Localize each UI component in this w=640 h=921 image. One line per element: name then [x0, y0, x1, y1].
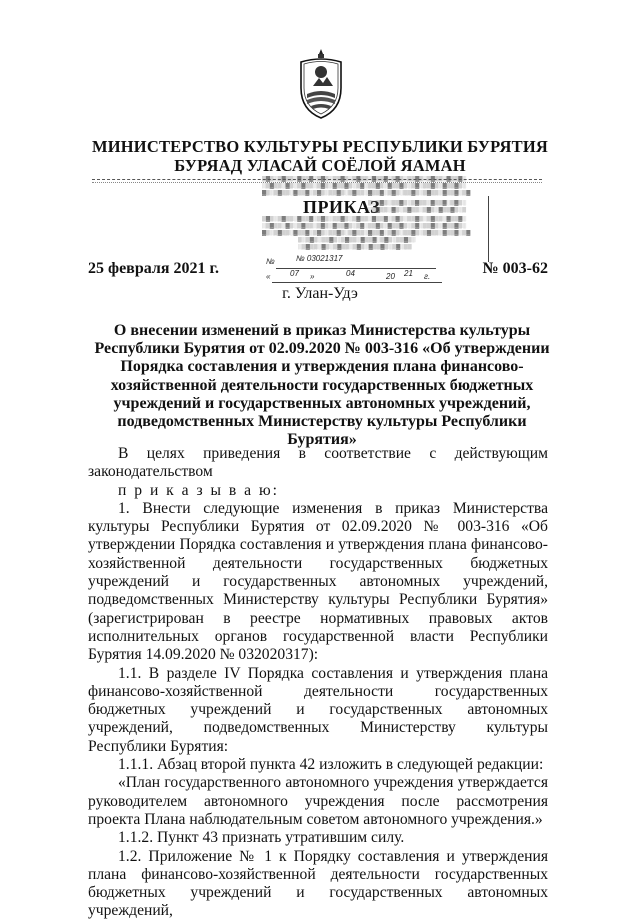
ministry-name-ru: МИНИСТЕРСТВО КУЛЬТУРЫ РЕСПУБЛИКИ БУРЯТИЯ	[91, 137, 549, 156]
paragraph-1-2: 1.2. Приложение № 1 к Порядку составления и утверждения плана финансово-хозяйственной деятельности государственных бюджетных учреждений и государственных автономных учреждений,	[88, 847, 548, 920]
paragraph-1-1: 1.1. В разделе IV Порядка составления и утверждения плана финансово-хозяйственной деятельности государственных бюджетных учреждений и государственных автономных учреждений, подведомственных Министерству культуры Республики Бурятия:	[88, 664, 548, 755]
coat-of-arms-icon	[295, 48, 347, 120]
stamp-registration-number: № 03021317	[296, 254, 343, 263]
order-word: п р и к а з ы в а ю:	[118, 481, 279, 499]
stamp-reg-year: 21	[404, 269, 413, 278]
quote-paragraph: «План государственного автономного учреждения утверждается руководителем автономного учреждения после рассмотрения проекта Плана наблюдательным советом автономного учреждения.»	[88, 774, 548, 828]
registration-stamp: ▒▓▒░▒▓▒▒░▓▒▒▓░▒▓▒░▒▒▓▒░▒▓▒▒░▓▒▒▓░▒▓▒░▒▒▓▒░▒▓▒▒░▓▒▒▓░ ░▒▓▒▒░▓▒░▒▓▒▒░▒▓▒░▓▒▒▓▒░▒▓░▒▒▓▒░▓▒▒▓▒░▒▓░▒▒▓▒░▓▒▒▓▒░ ▓▒░▒▓▒▒░▓▒▒▓░▒▓▒░▒▒▓▒░▒▓▒▒░▓▒▒▓░▒▓▒░▒▒▓▒░▒▓▒▒░▓▒▒▓░▒▓ ПРИКАЗ ▒░▒▓▒░▒▒▓▒░▒▓▒▒░▓▒▒▓░▒▓▒░ ░▒▓▒▒░▓▒░▒▓▒▒░▒▓▒░▓▒▒▓▒░▒ ▒▓▒░▒▓▒▒░▓▒▒▓░▒▓▒░▒▒▓▒░▒▓▒▒░▓▒▒▓░▒▓▒░▒▒▓▒░▒▓▒▒░▓▒▒▓░ ░▒▓▒▒░▓▒░▒▓▒▒░▒▓▒░▓▒▒▓▒░▒▓░▒▒▓▒░▓▒▒▓▒░▒▓░▒▒▓▒░▓▒▒▓▒░ ▓▒░▒▓▒▒░▓▒▒▓░▒▓▒░▒▒▓▒░▒▓▒▒░▓▒▒▓░▒▓▒░▒▒▓▒░▒▓▒▒░▓▒▒▓░▒▓ ▒░▒▓▒░▒▒▓▒░▒▓▒▒░▓▒▒▓░▒▓▒░▒▒▓▒░ ░▒▓▒▒░▓▒░▒▓▒▒░▒▓▒░▓▒▒▓▒░▒▓░▒▒ № № 03021317 « 07 » 04 20 21 г.	[258, 176, 490, 290]
order-date: 25 февраля 2021 г.	[88, 260, 219, 277]
order-number: № 003-62	[482, 260, 548, 277]
stamp-doc-type: ПРИКАЗ	[303, 197, 381, 217]
paragraph-1: 1. Внести следующие изменения в приказ Министерства культуры Республики Бурятия от 02.09.2020 № 003-316 «Об утверждении Порядка составления и утверждения плана финансово-хозяйственной деятельности государственных бюджетных учреждений и государственных автономных учреждений, подведомственных Министерству культуры Республики Бурятия» (зарегистрирован в реестре нормативных правовых актов исполнительных органов государственной власти Республики Бурятия 14.09.2020 № 032020317):	[88, 499, 548, 664]
order-subject: О внесении изменений в приказ Министерства культуры Республики Бурятия от 02.09.2020 № 003-316 «Об утверждении Порядка составления и утверждения плана финансово-хозяйственной деятельности государственных бюджетных учреждений и государственных автономных учреждений, подведомственных Министерству культуры Республики Бурятия»	[94, 322, 550, 449]
preamble: В целях приведения в соответствие с действующим законодательством	[88, 445, 548, 481]
order-body	[88, 445, 548, 921]
ministry-name-bua: БУРЯАД УЛАСАЙ СОЁЛОЙ ЯАМАН	[174, 156, 466, 175]
paragraph-1-1-2: 1.1.2. Пункт 43 признать утратившим силу.	[118, 829, 405, 847]
stamp-reg-day: 07	[290, 269, 299, 278]
stamp-reg-month: 04	[346, 269, 355, 278]
paragraph-1-1-1: 1.1.1. Абзац второй пункта 42 изложить в следующей редакции:	[118, 756, 544, 774]
order-city: г. Улан-Удэ	[282, 285, 358, 302]
